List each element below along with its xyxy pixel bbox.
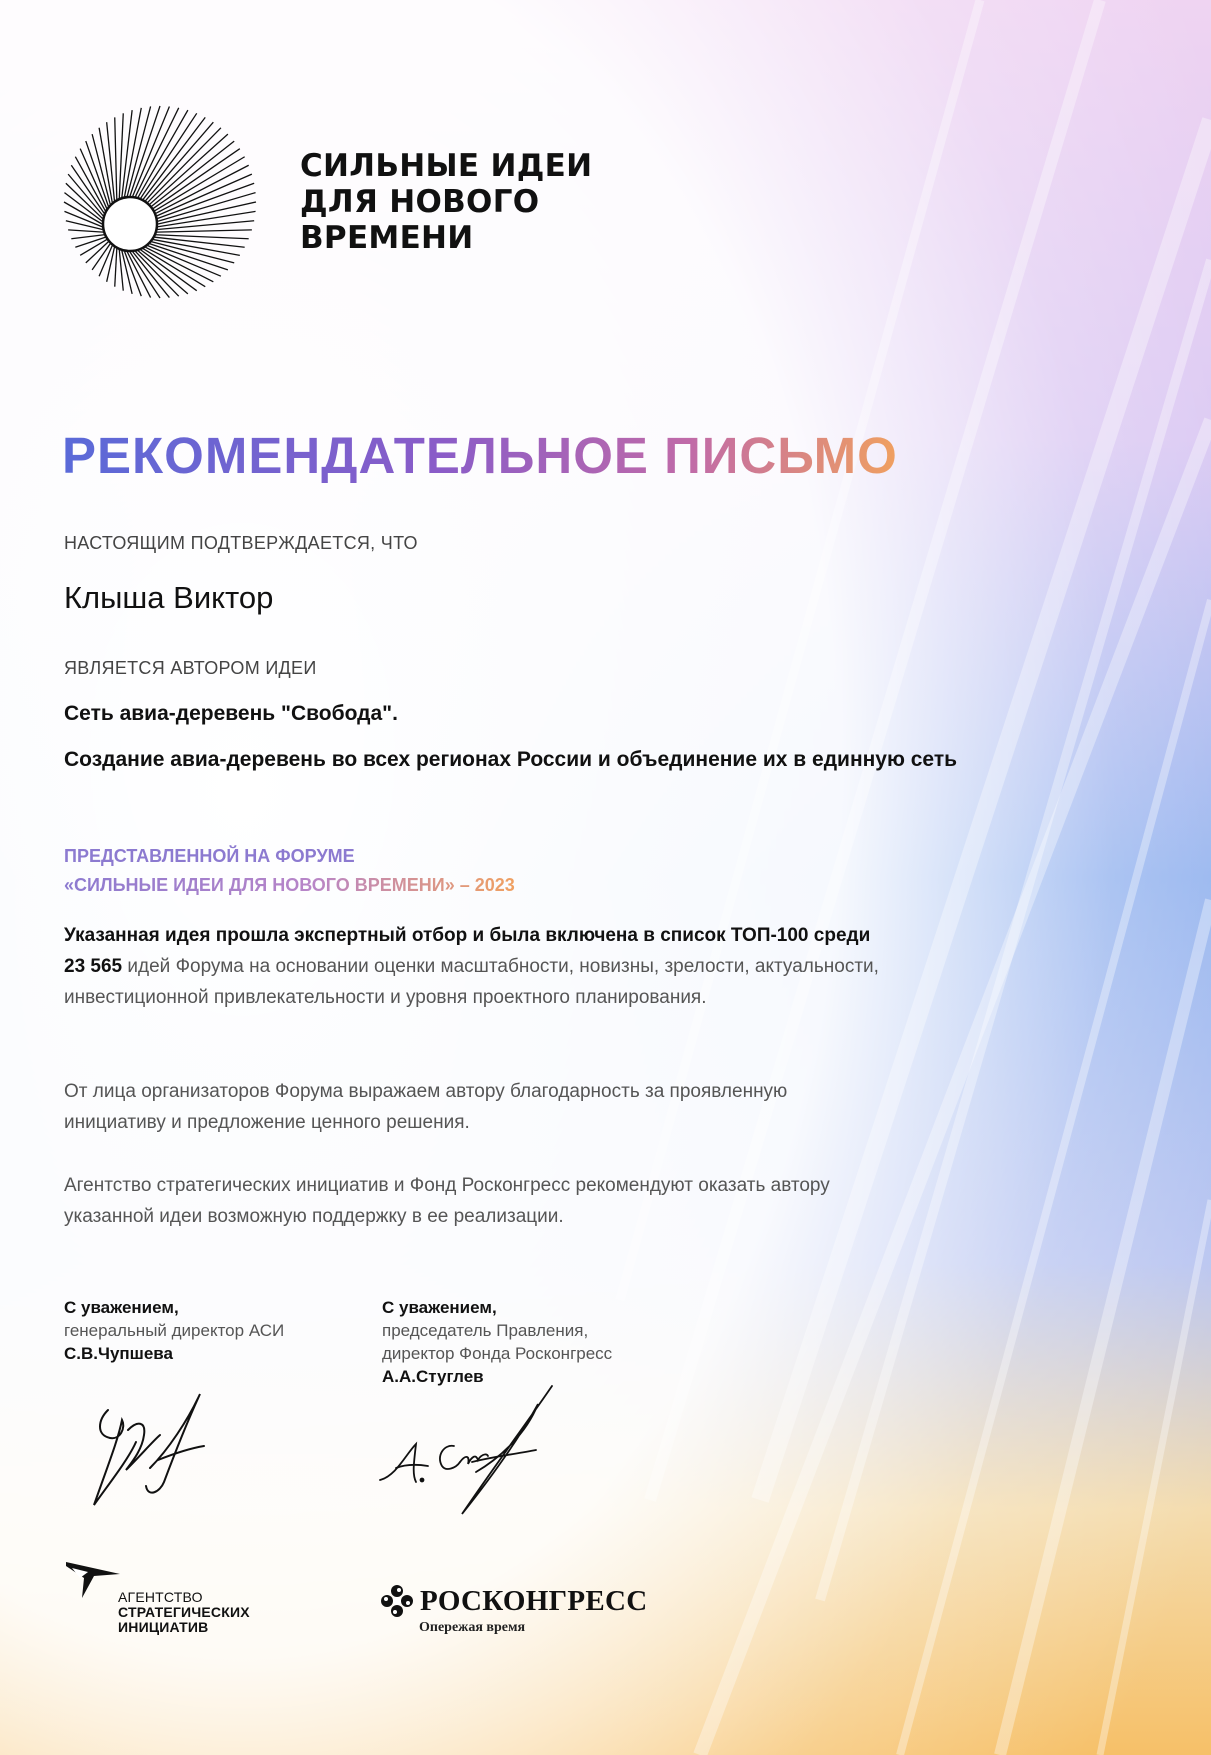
paragraph-gratitude: От лица организаторов Форума выражаем автору благодарность за проявленную инициативу и предложение ценного решения. (64, 1081, 788, 1133)
forum-brand (60, 102, 592, 302)
roscongress-tagline: Опережая время (419, 1620, 526, 1635)
forum-line-2: «СИЛЬНЫЕ ИДЕИ ДЛЯ НОВОГО ВРЕМЕНИ» – 2023 (64, 871, 515, 900)
roscongress-flower-logo-icon (380, 1584, 414, 1618)
signatory-roscongress-name: А.А.Стуглев (382, 1367, 484, 1386)
forum-brand-name (300, 148, 592, 256)
brand-line-3: ВРЕМЕНИ (300, 220, 474, 256)
signatory-roscongress-greeting: С уважением, (382, 1298, 497, 1317)
roscongress-logo (380, 1584, 648, 1618)
signatory-roscongress (382, 1296, 612, 1388)
signatory-roscongress-position-2: директор Фонда Росконгресс (382, 1344, 613, 1363)
roscongress-name: РОСКОНГРЕСС (420, 1584, 648, 1617)
sunburst-logo-icon (60, 102, 260, 302)
signatory-roscongress-position-1: председатель Правления, (382, 1321, 589, 1340)
signatory-asi-name: С.В.Чупшева (64, 1344, 173, 1363)
signatory-asi-position: генеральный директор АСИ (64, 1321, 285, 1340)
author-label: ЯВЛЯЕТСЯ АВТОРОМ ИДЕИ (64, 658, 317, 678)
asi-line-1: АГЕНТСТВО (118, 1589, 203, 1605)
signatory-asi (64, 1296, 284, 1365)
paragraph-selection-bold: Указанная идея прошла экспертный отбор и была включена в список ТОП-100 среди 23 565 (64, 925, 871, 977)
asi-line-3: ИНИЦИАТИВ (118, 1619, 209, 1635)
signature-chupsheva (88, 1390, 218, 1515)
brand-line-2: ДЛЯ НОВОГО (300, 184, 540, 220)
intro-text: НАСТОЯЩИМ ПОДТВЕРЖДАЕТСЯ, ЧТО (64, 533, 418, 553)
paragraph-recommendation: Агентство стратегических инициатив и Фонд Росконгресс рекомендуют оказать автору указанной идеи возможную поддержку в ее реализации. (64, 1175, 830, 1227)
asi-logo (64, 1560, 250, 1635)
asi-line-2: СТРАТЕГИЧЕСКИХ (118, 1604, 250, 1620)
idea-description: Создание авиа-деревень во всех регионах России и объединение их в единную сеть (64, 748, 958, 771)
asi-logo-text (118, 1590, 250, 1635)
signatory-asi-greeting: С уважением, (64, 1298, 179, 1317)
recipient-name: Клыша Виктор (64, 580, 274, 615)
signature-stuglev (376, 1384, 566, 1524)
paragraph-selection (64, 920, 884, 1013)
asi-arrow-logo-icon (64, 1560, 122, 1600)
forum-line-1: ПРЕДСТАВЛЕННОЙ НА ФОРУМЕ (64, 846, 355, 866)
forum-caption (64, 842, 515, 900)
paragraph-selection-rest: идей Форума на основании оценки масштабности, новизны, зрелости, актуальности, инвестиционной привлекательности и уровня проектного планирования. (64, 956, 879, 1008)
brand-line-1: СИЛЬНЫЕ ИДЕИ (300, 148, 593, 184)
idea-name: Сеть авиа-деревень "Свобода". (64, 702, 398, 725)
document-title: РЕКОМЕНДАТЕЛЬНОЕ ПИСЬМО (62, 427, 898, 484)
